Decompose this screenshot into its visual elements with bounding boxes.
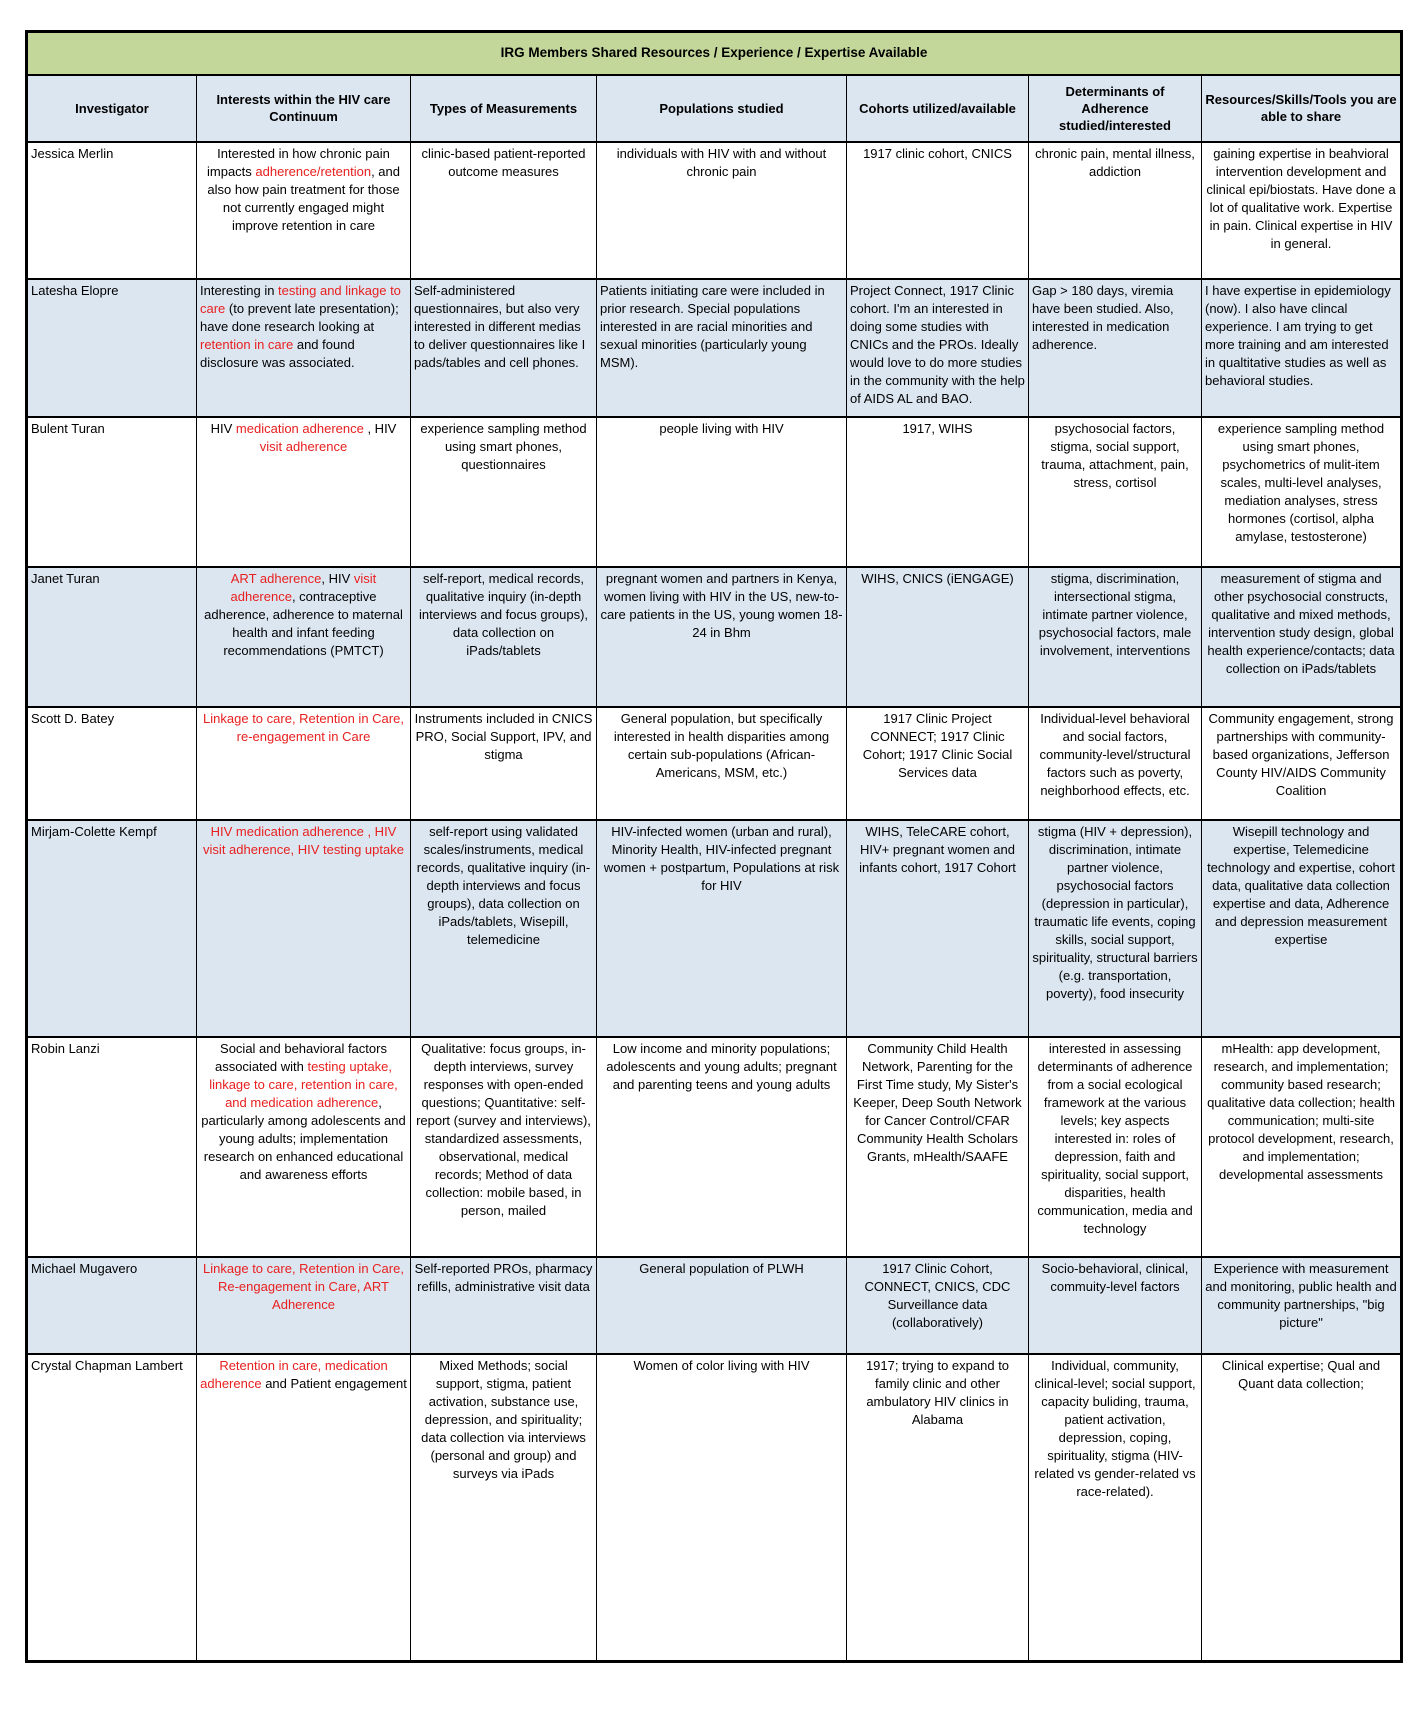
cell-text: , particularly among adolescents and young adults; implementation research on enhanced educational and awareness efforts [201, 1094, 406, 1182]
measurements-cell [411, 567, 597, 707]
resources-cell [1202, 1037, 1402, 1257]
cell-text: 1917 clinic cohort, CNICS [863, 145, 1012, 161]
cell-text: HIV [210, 420, 236, 436]
investigator-cell: Janet Turan [27, 567, 197, 707]
column-header-investigator: Investigator [27, 75, 197, 142]
investigator-cell: Crystal Chapman Lambert [27, 1354, 197, 1662]
cell-text: individuals with HIV with and without chronic pain [616, 145, 827, 179]
table-row [27, 279, 1402, 417]
interests-cell [197, 1354, 411, 1662]
cohorts-cell [847, 707, 1029, 820]
table-title: IRG Members Shared Resources / Experience / Expertise Available [27, 32, 1402, 75]
cell-text: Women of color living with HIV [633, 1357, 810, 1373]
table-row [27, 142, 1402, 279]
cell-text: Community Child Health Network, Parenting for the First Time study, My Sister's Keeper, Deep South Network for Cancer Control/CFAR Community Health Scholars Grants, mHealth/SAAFE [853, 1040, 1022, 1164]
highlighted-text: testing uptake, linkage to care, retention in care, and medication adherence [209, 1058, 398, 1110]
measurements-cell [411, 1257, 597, 1354]
highlighted-text: Linkage to care, Retention in Care, re-engagement in Care [203, 710, 404, 744]
table-row [27, 417, 1402, 567]
determinants-cell [1029, 820, 1202, 1037]
investigator-cell: Bulent Turan [27, 417, 197, 567]
cell-text: Community engagement, strong partnerships with community-based organizations, Jefferson County HIV/AIDS Community Coalition [1208, 710, 1394, 798]
cell-text: Instruments included in CNICS PRO, Social Support, IPV, and stigma [414, 710, 593, 762]
cell-text: Mixed Methods; social support, stigma, patient activation, substance use, depression, and spirituality; data collection via interviews (personal and group) and surveys via iPads [421, 1357, 586, 1481]
resources-cell [1202, 707, 1402, 820]
populations-cell [597, 567, 847, 707]
cell-text: Wisepill technology and expertise, Telemedicine technology and expertise, cohort data, qualitative data collection expertise and data, Adherence and depression measurement expertise [1207, 823, 1395, 947]
cell-text: Individual-level behavioral and social factors, community-level/structural factors such as poverty, neighborhood effects, etc. [1039, 710, 1191, 798]
cell-text: chronic pain, mental illness, addiction [1035, 145, 1195, 179]
investigator-cell: Mirjam-Colette Kempf [27, 820, 197, 1037]
cell-text: , HIV [321, 570, 354, 586]
determinants-cell [1029, 1037, 1202, 1257]
cohorts-cell [847, 567, 1029, 707]
resources-cell [1202, 567, 1402, 707]
populations-cell [597, 1037, 847, 1257]
highlighted-text: retention in care [200, 336, 294, 352]
highlighted-text: visit adherence [230, 570, 377, 604]
highlighted-text: HIV medication adherence , HIV visit adherence, HIV testing uptake [203, 823, 404, 857]
cell-text: Patients initiating care were included in prior research. Special populations interested in are racial minorities and sexual minorities (particularly young MSM). [600, 282, 825, 370]
irg-resources-table [25, 30, 1403, 1663]
determinants-cell [1029, 567, 1202, 707]
investigator-cell: Jessica Merlin [27, 142, 197, 279]
column-header-populations: Populations studied [597, 75, 847, 142]
cohorts-cell [847, 417, 1029, 567]
populations-cell [597, 417, 847, 567]
cell-text: I have expertise in epidemiology (now). I also have clincal experience. I am trying to get more training and am interested in qualtitative studies as well as behavioral studies. [1205, 282, 1391, 388]
cell-text: and found disclosure was associated. [200, 336, 355, 370]
cell-text: self-report using validated scales/instruments, medical records, qualitative inquiry (in-depth interviews and focus groups), data collection on iPads/tablets, Wisepill, telemedicine [416, 823, 591, 947]
cell-text: interested in assessing determinants of adherence from a social ecological framework at the various levels; key aspects interested in: roles of depression, faith and spirituality, social support, disparities, health communication, media and technology [1037, 1040, 1193, 1236]
table-row [27, 820, 1402, 1037]
determinants-cell [1029, 1354, 1202, 1662]
populations-cell [597, 1354, 847, 1662]
determinants-cell [1029, 417, 1202, 567]
cell-text: mHealth: app development, research, and implementation; community based research; qualitative data collection; health communication; multi-site protocol development, research, and implementation; developmental assessments [1207, 1040, 1395, 1182]
cell-text: gaining expertise in beahvioral intervention development and clinical epi/biostats. Have done a lot of qualitative work. Expertise in pain. Clinical expertise in HIV in general. [1206, 145, 1396, 251]
investigator-cell: Scott D. Batey [27, 707, 197, 820]
highlighted-text: Retention in care, medication adherence [200, 1357, 388, 1391]
column-header-cohorts: Cohorts utilized/available [847, 75, 1029, 142]
column-header-resources: Resources/Skills/Tools you are able to share [1202, 75, 1402, 142]
resources-cell [1202, 820, 1402, 1037]
cell-text: Social and behavioral factors associated with [214, 1040, 387, 1074]
cell-text: experience sampling method using smart phones, psychometrics of mulit-item scales, multi-level analyses, mediation analyses, stress hormones (cortisol, alpha amylase, testosterone) [1217, 420, 1385, 544]
column-header-determinants: Determinants of Adherence studied/interested [1029, 75, 1202, 142]
cell-text: Qualitative: focus groups, in-depth interviews, survey responses with open-ended questions; Quantitative: self-report (survey and interviews), standardized assessments, observational, medical records; Method of data collection: mobile based, in person, mailed [416, 1040, 591, 1218]
cell-text: 1917 Clinic Project CONNECT; 1917 Clinic Cohort; 1917 Clinic Social Services data [862, 710, 1013, 780]
interests-cell [197, 567, 411, 707]
cohorts-cell [847, 1354, 1029, 1662]
cohorts-cell [847, 820, 1029, 1037]
cell-text: Clinical expertise; Qual and Quant data collection; [1221, 1357, 1381, 1391]
measurements-cell [411, 142, 597, 279]
table-row [27, 1354, 1402, 1662]
cell-text: Low income and minority populations; adolescents and young adults; pregnant and parenting teens and young adults [606, 1040, 837, 1092]
cell-text: clinic-based patient-reported outcome measures [421, 145, 586, 179]
cell-text: Interested in how chronic pain impacts [207, 145, 390, 179]
investigator-cell: Latesha Elopre [27, 279, 197, 417]
cell-text: Experience with measurement and monitoring, public health and community partnerships, "big picture" [1205, 1260, 1397, 1330]
resources-cell [1202, 1257, 1402, 1354]
table-body [27, 142, 1402, 1662]
highlighted-text: adherence/retention [255, 163, 372, 179]
interests-cell [197, 142, 411, 279]
header-row [27, 75, 1402, 142]
cell-text: self-report, medical records, qualitative inquiry (in-depth interviews and focus groups), data collection on iPads/tablets [418, 570, 589, 658]
cell-text: WIHS, TeleCARE cohort, HIV+ pregnant women and infants cohort, 1917 Cohort [859, 823, 1016, 875]
measurements-cell [411, 1354, 597, 1662]
cell-text: WIHS, CNICS (iENGAGE) [861, 570, 1014, 586]
cell-text: (to prevent late presentation); have done research looking at [200, 300, 399, 334]
populations-cell [597, 707, 847, 820]
measurements-cell [411, 417, 597, 567]
cell-text: 1917, WIHS [902, 420, 973, 436]
investigator-cell: Robin Lanzi [27, 1037, 197, 1257]
cell-text: Self-administered questionnaires, but also very interested in different medias to deliver questionnaires like I pads/tables and cell phones. [414, 282, 586, 370]
cell-text: Socio-behavioral, clinical, commuity-level factors [1041, 1260, 1189, 1294]
cohorts-cell [847, 279, 1029, 417]
column-header-interests: Interests within the HIV care Continuum [197, 75, 411, 142]
table-row [27, 1257, 1402, 1354]
interests-cell [197, 279, 411, 417]
highlighted-text: medication adherence [235, 420, 364, 436]
table-row [27, 567, 1402, 707]
cohorts-cell [847, 142, 1029, 279]
interests-cell [197, 820, 411, 1037]
cell-text: General population of PLWH [639, 1260, 804, 1276]
highlighted-text: ART adherence [230, 570, 322, 586]
cell-text: , and also how pain treatment for those not currently engaged might improve retention in care [207, 163, 400, 233]
cell-text: psychosocial factors, stigma, social support, trauma, attachment, pain, stress, cortisol [1041, 420, 1189, 490]
cell-text: 1917 Clinic Cohort, CONNECT, CNICS, CDC Surveillance data (collaboratively) [864, 1260, 1011, 1330]
cell-text: General population, but specifically interested in health disparities among certain sub-populations (African-Americans, MSM, etc.) [613, 710, 830, 780]
interests-cell [197, 417, 411, 567]
interests-cell [197, 1257, 411, 1354]
investigator-cell: Michael Mugavero [27, 1257, 197, 1354]
cell-text: , contraceptive adherence, adherence to maternal health and infant feeding recommendations (PMTCT) [204, 588, 403, 658]
cell-text: stigma (HIV + depression), discrimination, intimate partner violence, psychosocial factors (depression in particular), traumatic life events, coping skills, social support, spirituality, structural barriers (e.g. transportation, poverty), food insecurity [1032, 823, 1198, 1001]
cell-text: Individual, community, clinical-level; social support, capacity buliding, trauma, patient activation, depression, coping, spirituality, stigma (HIV-related vs gender-related vs race-related). [1034, 1357, 1196, 1499]
table-row [27, 707, 1402, 820]
cell-text: 1917; trying to expand to family clinic and other ambulatory HIV clinics in Alabama [865, 1357, 1010, 1427]
highlighted-text: Linkage to care, Retention in Care, Re-engagement in Care, ART Adherence [203, 1260, 404, 1312]
cell-text: stigma, discrimination, intersectional stigma, intimate partner violence, psychosocial factors, male involvement, interventions [1038, 570, 1192, 658]
determinants-cell [1029, 142, 1202, 279]
populations-cell [597, 820, 847, 1037]
cell-text: Project Connect, 1917 Clinic cohort. I'm an interested in doing some studies with CNICs and the PROs. Ideally would love to do more studies in the community with the help of AIDS AL and BAO. [850, 282, 1025, 406]
cell-text: people living with HIV [659, 420, 784, 436]
determinants-cell [1029, 279, 1202, 417]
resources-cell [1202, 417, 1402, 567]
interests-cell [197, 707, 411, 820]
resources-cell [1202, 279, 1402, 417]
determinants-cell [1029, 707, 1202, 820]
cell-text: Interesting in [200, 282, 279, 298]
highlighted-text: visit adherence [259, 438, 348, 454]
cell-text: measurement of stigma and other psychosocial constructs, qualitative and mixed methods, intervention study design, global health experience/contacts; data collection on iPads/tablets [1207, 570, 1395, 676]
cell-text: , HIV [363, 420, 397, 436]
populations-cell [597, 142, 847, 279]
measurements-cell [411, 279, 597, 417]
column-header-measurements: Types of Measurements [411, 75, 597, 142]
interests-cell [197, 1037, 411, 1257]
measurements-cell [411, 820, 597, 1037]
cell-text: Self-reported PROs, pharmacy refills, administrative visit data [414, 1260, 593, 1294]
cell-text: Gap > 180 days, viremia have been studied. Also, interested in medication adherence. [1032, 282, 1174, 352]
highlighted-text: testing and linkage to care [200, 282, 401, 316]
measurements-cell [411, 1037, 597, 1257]
cell-text: pregnant women and partners in Kenya, women living with HIV in the US, new-to-care patients in the US, young women 18-24 in Bhm [600, 570, 843, 640]
cohorts-cell [847, 1037, 1029, 1257]
table-row [27, 1037, 1402, 1257]
cell-text: experience sampling method using smart phones, questionnaires [420, 420, 587, 472]
resources-cell [1202, 142, 1402, 279]
resources-cell [1202, 1354, 1402, 1662]
cell-text: HIV-infected women (urban and rural), Minority Health, HIV-infected pregnant women + postpartum, Populations at risk for HIV [603, 823, 840, 893]
title-row [27, 32, 1402, 75]
determinants-cell [1029, 1257, 1202, 1354]
populations-cell [597, 1257, 847, 1354]
measurements-cell [411, 707, 597, 820]
populations-cell [597, 279, 847, 417]
cohorts-cell [847, 1257, 1029, 1354]
cell-text: and Patient engagement [261, 1375, 407, 1391]
